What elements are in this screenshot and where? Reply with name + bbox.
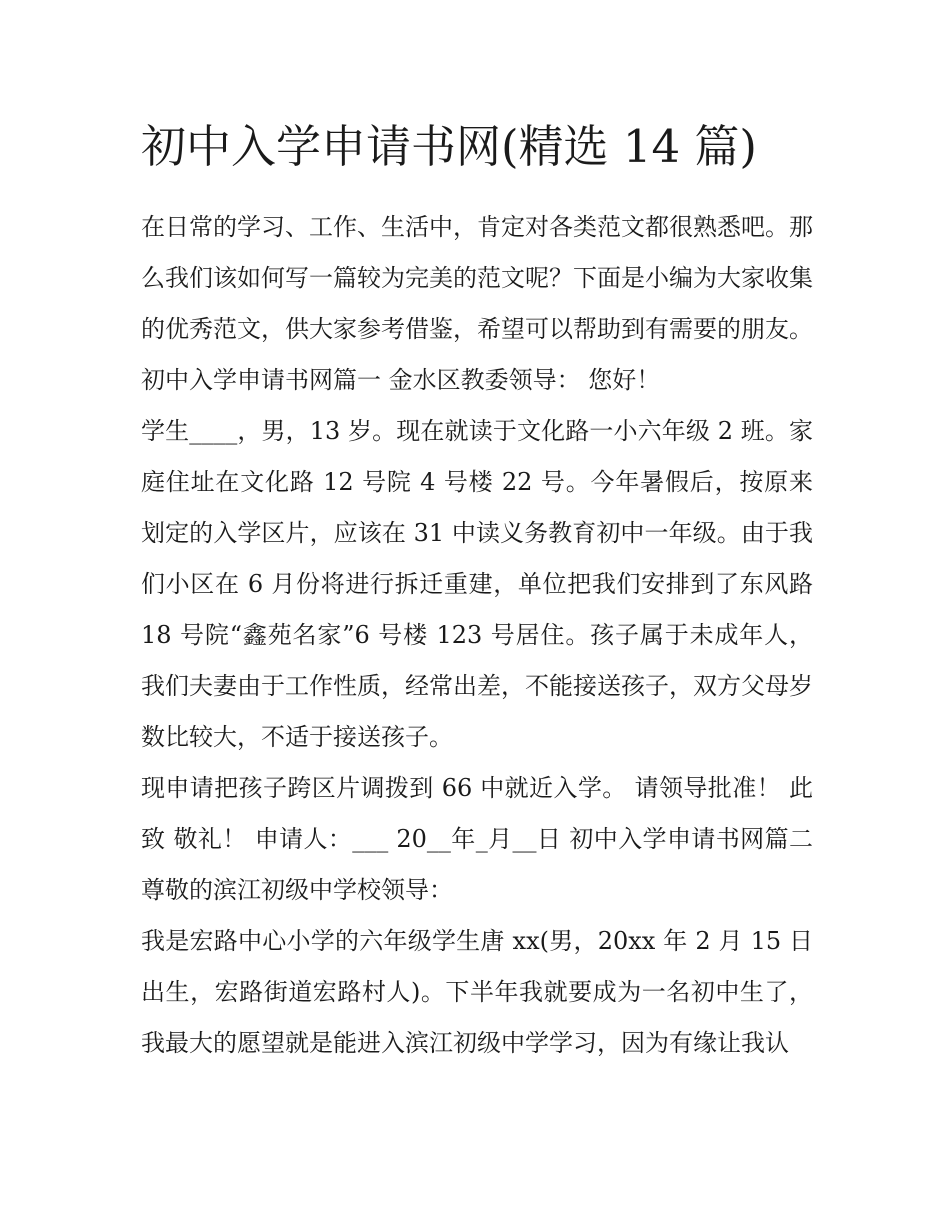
paragraph-second-letter: 我是宏路中心小学的六年级学生唐 xx(男，20xx 年 2 月 15 日出生，宏路街道宏路村人)。下半年我就要成为一名初中生了，我最大的愿望就是能进入滨江初级中学学习，因为有缘让我认 xyxy=(141,927,813,1057)
paragraph-student-info: 学生____，男，13 岁。现在就读于文化路一小六年级 2 班。家庭住址在文化路 12 号院 4 号楼 22 号。今年暑假后，按原来划定的入学区片，应该在 31 中读义务教育初中一年级。由于我们小区在 6 月份将进行拆迁重建，单位把我们安排到了东风路 18 号院“鑫苑名家”6 号楼 123 号居住。孩子属于未成年人，我们夫妻由于工作性质，经常出差，不能接送孩子，双方父母岁数比较大，不适于接送孩子。 xyxy=(141,417,813,751)
document-title: 初中入学申请书网(精选 14 篇) xyxy=(141,120,757,173)
document-page xyxy=(141,112,813,1069)
document-body xyxy=(141,202,813,1069)
paragraph-intro: 在日常的学习、工作、生活中，肯定对各类范文都很熟悉吧。那么我们该如何写一篇较为完美的范文呢？下面是小编为大家收集的优秀范文，供大家参考借鉴，希望可以帮助到有需要的朋友。 xyxy=(141,213,813,343)
paragraph-request: 现申请把孩子跨区片调拨到 66 中就近入学。 请领导批准！ 此致 敬礼！ 申请人：___ 20__年_月__日 初中入学申请书网篇二 尊敬的滨江初级中学校领导： xyxy=(141,774,813,904)
paragraph-salutation: 初中入学申请书网篇一 金水区教委领导： 您好！ xyxy=(141,366,661,394)
